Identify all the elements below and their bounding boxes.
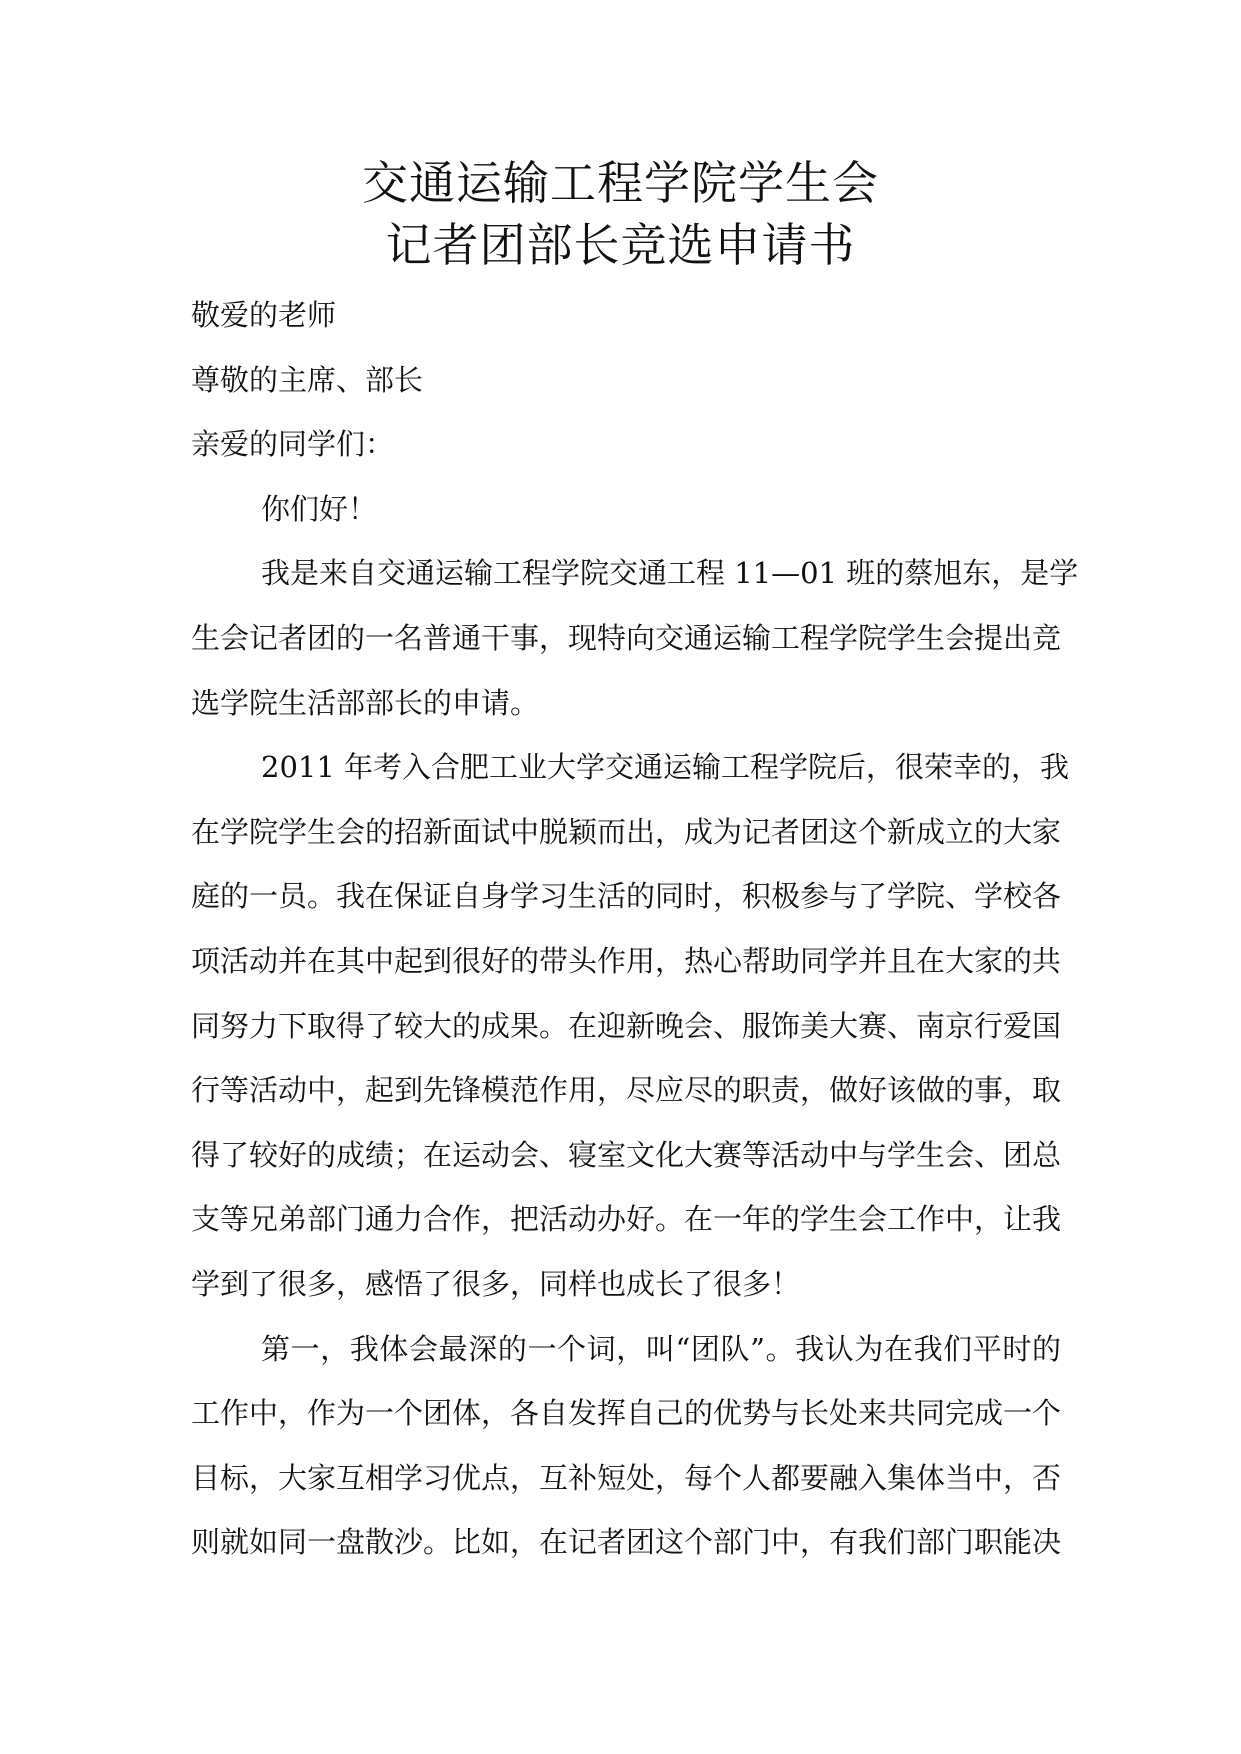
greeting-chair: 尊敬的主席、部长: [191, 362, 424, 397]
text-line: 同努力下取得了较大的成果。在迎新晚会、服饰美大赛、南京行爱国: [191, 1008, 1062, 1043]
greeting-classmates: 亲爱的同学们：: [191, 427, 395, 462]
text-line: 在学院学生会的招新面试中脱颖而出，成为记者团这个新成立的大家: [191, 814, 1062, 849]
text-line: 2011 年考入合肥工业大学交通运输工程学院后，很荣幸的，我: [261, 750, 1070, 785]
document-body: [191, 283, 1079, 1575]
text-line: 学到了很多，感悟了很多，同样也成长了很多！: [191, 1266, 801, 1301]
text-line: 则就如同一盘散沙。比如，在记者团这个部门中，有我们部门职能决: [191, 1525, 1062, 1560]
paragraph-experience: [191, 735, 1070, 1316]
salutation: 你们好！: [261, 491, 378, 526]
text-line: 庭的一员。我在保证自身学习生活的同时，积极参与了学院、学校各: [191, 879, 1062, 914]
title-line-1: 交通运输工程学院学生会: [362, 156, 879, 210]
paragraph-introduction: [191, 541, 1079, 735]
text-line: 选学院生活部部长的申请。: [191, 685, 540, 720]
text-line: 行等活动中，起到先锋模范作用，尽应尽的职责，做好该做的事，取: [191, 1073, 1062, 1108]
text-line: 项活动并在其中起到很好的带头作用，热心帮助同学并且在大家的共: [191, 943, 1062, 978]
text-line: 得了较好的成绩；在运动会、寝室文化大赛等活动中与学生会、团总: [191, 1137, 1062, 1172]
paragraph-teamwork: [191, 1317, 1061, 1575]
text-line: 支等兄弟部门通力合作，把活动办好。在一年的学生会工作中，让我: [191, 1202, 1062, 1237]
text-line: 工作中，作为一个团体，各自发挥自己的优势与长处来共同完成一个: [191, 1396, 1062, 1431]
text-line: 我是来自交通运输工程学院交通工程 11—01 班的蔡旭东，是学: [261, 556, 1079, 591]
text-line: 目标，大家互相学习优点，互补短处，每个人都要融入集体当中，否: [191, 1460, 1062, 1495]
title-line-2: 记者团部长竞选申请书: [385, 218, 856, 272]
text-line: 生会记者团的一名普通干事，现特向交通运输工程学院学生会提出竞: [191, 620, 1062, 655]
greeting-teachers: 敬爱的老师: [191, 298, 337, 332]
document-title: [0, 152, 1241, 276]
text-line: 第一，我体会最深的一个词，叫“团队”。我认为在我们平时的: [261, 1331, 1061, 1366]
